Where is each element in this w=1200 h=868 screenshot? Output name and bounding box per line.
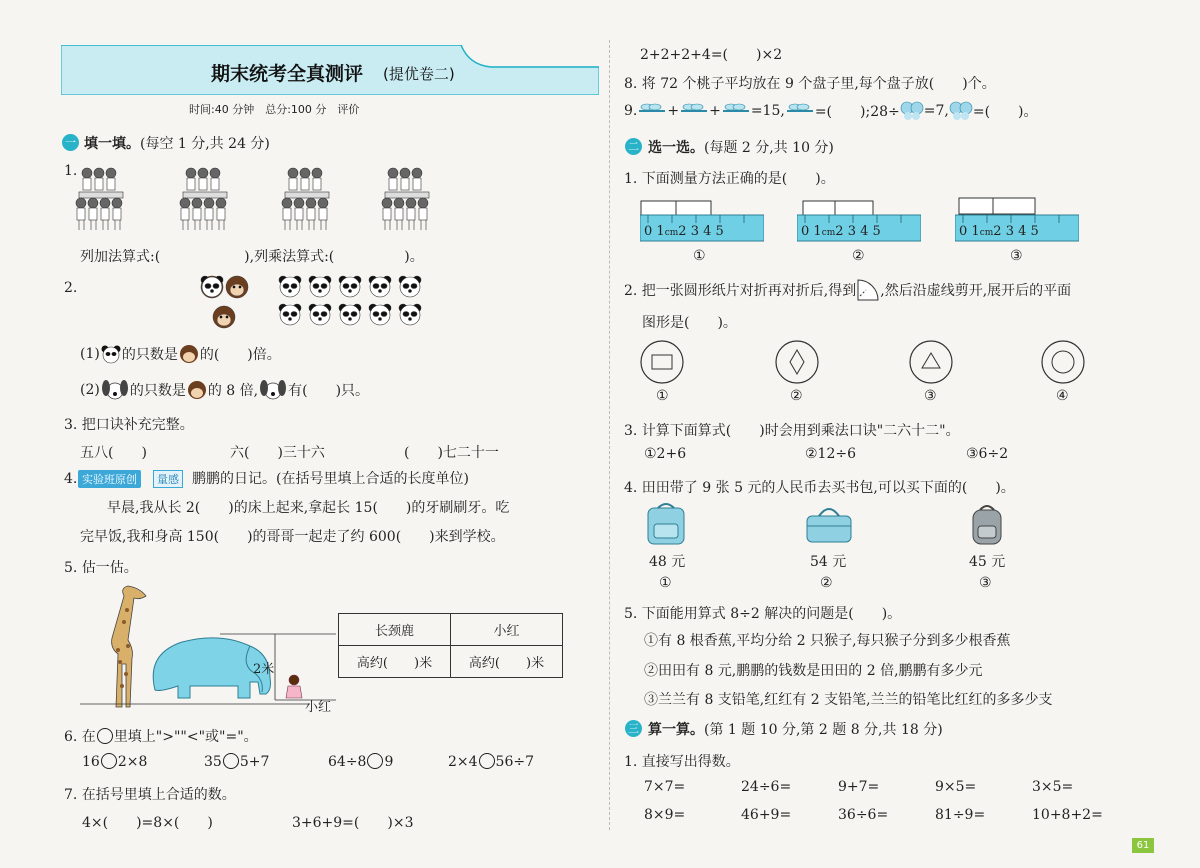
option-3[interactable]: ③ [979, 575, 992, 591]
q9-line: 9. + + =15, =( );28÷ =7, =( )。 [624, 100, 1038, 122]
option-1[interactable]: ①2+6 [644, 446, 687, 462]
compare-circle-input[interactable] [223, 753, 239, 769]
shape-option-3 [910, 341, 952, 383]
dog-icon [258, 378, 288, 402]
calc-item: 9+7= [838, 779, 880, 795]
tick: 2 [678, 224, 687, 239]
circle-shape-options [640, 340, 1140, 386]
calc-item: 36÷6= [838, 807, 889, 823]
section-badge: 二 [625, 138, 642, 155]
q6-item-4 [448, 753, 534, 770]
q6-item-1 [82, 753, 147, 770]
tick: 0 [801, 224, 810, 239]
option-3[interactable]: ③6÷2 [966, 446, 1009, 462]
table-input-cell[interactable]: 高约( )米 [451, 646, 563, 678]
exam-header [61, 45, 599, 121]
xiaohong-girl [286, 675, 302, 698]
backpack-3-icon [969, 502, 1005, 546]
butterfly-icon [949, 100, 973, 122]
q2-b-post: 有( )只。 [288, 383, 370, 399]
compare-circle-input[interactable] [101, 753, 117, 769]
animals-illustration [200, 275, 450, 331]
q4-line-1: 早晨,我从长 2( )的床上起来,拿起长 15( )的牙刷刷牙。吃 [107, 500, 510, 516]
calc-item: 10+8+2= [1032, 807, 1103, 823]
q6-right: 56÷7 [495, 754, 534, 770]
tick: 2 [993, 224, 1002, 239]
s2-q4-text: 4. 田田带了 9 张 5 元的人民币去买书包,可以买下面的( )。 [624, 480, 1015, 496]
q2-a-post: 的( )倍。 [199, 347, 281, 363]
q6-pre: 6. 在 [64, 729, 96, 745]
option-1[interactable]: ① [693, 248, 706, 264]
tick: 0 [959, 224, 968, 239]
xiaohong-label: 小红 [305, 700, 332, 715]
tick-unit: cm [821, 228, 836, 238]
q1-number: 1. [64, 163, 78, 179]
compare-circle-icon [97, 728, 113, 744]
section-2-heading [648, 137, 834, 157]
tick: 3 [847, 224, 856, 239]
option-1[interactable]: ① [659, 575, 672, 591]
option-2[interactable]: ② [820, 575, 833, 591]
price-1: 48 元 [649, 554, 686, 570]
calc-item: 46+9= [741, 807, 792, 823]
q7-item-2: 3+6+9=( )×3 [292, 815, 414, 831]
bag-2-icon [805, 504, 853, 544]
option-3[interactable]: ③ [924, 388, 937, 404]
children-group [76, 168, 123, 230]
s3-q1-text: 1. 直接写出得数。 [624, 754, 740, 770]
q6-post: 里填上">""<"或"="。 [113, 729, 258, 745]
section-note: (每空 1 分,共 24 分) [140, 136, 270, 152]
q1-text: 列加法算式:( ),列乘法算式:( )。 [80, 249, 424, 265]
q7-continued: 2+2+2+4=( )×2 [640, 47, 783, 63]
table-cell: 长颈鹿 [339, 614, 451, 646]
s2-q2-pre: 2. 把一张圆形纸片对折再对折后,得到 [624, 283, 857, 299]
tick-unit: cm [979, 228, 994, 238]
q2-a-label: (1) [80, 346, 100, 362]
q6-title [64, 726, 258, 746]
page-fold [609, 40, 610, 830]
tick: 5 [715, 224, 724, 239]
q9-eq2: =( );28÷ [814, 104, 900, 120]
q2-b-label: (2) [80, 382, 100, 398]
q5-title: 5. 估一估。 [64, 560, 138, 576]
q4-line-2: 完早饭,我和身高 150( )的哥哥一起走了约 600( )来到学校。 [80, 529, 505, 545]
shape-option-1 [641, 341, 683, 383]
q9-number: 9. [624, 103, 638, 119]
s2-q2-post: ,然后沿虚线剪开,展开后的平面 [880, 283, 1072, 299]
q5-table [338, 613, 563, 678]
giraffe-elephant-illustration [80, 582, 336, 712]
shape-option-2 [776, 341, 818, 383]
q9-eq4: =( )。 [972, 104, 1038, 120]
q3-title: 3. 把口诀补充完整。 [64, 417, 194, 433]
q7-item-1: 4×( )=8×( ) [82, 815, 213, 831]
tick: 0 [644, 224, 653, 239]
q2-b-mid: 的只数是 [129, 383, 186, 399]
children-groups-illustration [75, 165, 455, 233]
q2-b [80, 378, 369, 402]
calc-item: 3×5= [1032, 779, 1074, 795]
s2-q2-line2: 图形是( )。 [642, 315, 737, 331]
ruler-1-labels [644, 224, 724, 239]
section-1-heading [84, 133, 270, 153]
q7-title: 7. 在括号里填上合适的数。 [64, 787, 236, 803]
tick-unit: cm [664, 228, 679, 238]
q4-text: 鹏鹏的日记。(在括号里填上合适的长度单位) [192, 471, 469, 487]
tick: 3 [1005, 224, 1014, 239]
price-2: 54 元 [810, 554, 847, 570]
q6-left: 35 [204, 754, 222, 770]
dragonfly-icon [637, 102, 667, 120]
q3-item-2: 六( )三十六 [230, 445, 325, 461]
s2-q1-text: 1. 下面测量方法正确的是( )。 [624, 171, 835, 187]
exam-info: 时间:40 分钟 总分:100 分 评价 [189, 103, 360, 116]
option-4[interactable]: ④ [1056, 388, 1069, 404]
panda-icon [100, 344, 122, 364]
section-badge: 一 [62, 134, 79, 151]
folded-paper-icon [856, 278, 880, 302]
option-2[interactable]: ②田田有 8 元,鹏鹏的钱数是田田的 2 倍,鹏鹏有多少元 [644, 663, 983, 679]
q2-number: 2. [64, 280, 78, 296]
dragonfly-icon [785, 102, 815, 120]
monkey-icon [178, 344, 200, 364]
q2-a [80, 344, 281, 364]
q3-item-3: ( )七二十一 [404, 445, 499, 461]
q2-a-mid: 的只数是 [121, 347, 178, 363]
calc-item: 81÷9= [935, 807, 986, 823]
q4-tag2: 量感 [153, 470, 183, 488]
price-3: 45 元 [969, 554, 1006, 570]
butterfly-icon [900, 100, 924, 122]
section-badge: 三 [625, 720, 642, 737]
q8-text: 8. 将 72 个桃子平均放在 9 个盘子里,每个盘子放( )个。 [624, 76, 996, 92]
table-input-cell[interactable]: 高约( )米 [339, 646, 451, 678]
section-title: 选一选。 [648, 140, 704, 156]
section-note: (每题 2 分,共 10 分) [704, 140, 834, 156]
option-2[interactable]: ② [852, 248, 865, 264]
compare-circle-input[interactable] [479, 753, 495, 769]
q4-number: 4. [64, 471, 78, 487]
option-1[interactable]: ① [656, 388, 669, 404]
option-1[interactable]: ①有 8 根香蕉,平均分给 2 只猴子,每只猴子分到多少根香蕉 [644, 633, 1011, 649]
ruler-3-labels [959, 224, 1039, 239]
height-2m-label: 2米 [253, 662, 275, 677]
tick: 5 [872, 224, 881, 239]
tick: 4 [860, 224, 869, 239]
s2-q2-line1 [624, 278, 1071, 302]
q9-eq3: =7, [923, 103, 949, 119]
q6-item-2 [204, 753, 269, 770]
table-cell: 小红 [451, 614, 563, 646]
section-title: 算一算。 [648, 722, 704, 738]
ruler-2-labels [801, 224, 881, 239]
calc-item: 24÷6= [741, 779, 792, 795]
q6-left: 64÷8 [328, 754, 367, 770]
q2-b-mid2: 的 8 倍, [207, 383, 259, 399]
q6-right: 5+7 [239, 754, 270, 770]
q6-right: 9 [384, 754, 394, 770]
q3-item-1: 五八( ) [80, 445, 147, 461]
q6-left: 2×4 [448, 754, 478, 770]
tick: 1 [656, 224, 665, 239]
option-2[interactable]: ② [790, 388, 803, 404]
s2-q5-text: 5. 下面能用算式 8÷2 解决的问题是( )。 [624, 606, 902, 622]
page-number: 61 [1132, 838, 1154, 853]
q6-left: 16 [82, 754, 100, 770]
option-2[interactable]: ②12÷6 [805, 446, 857, 462]
backpack-1-icon [644, 502, 690, 546]
calc-item: 9×5= [935, 779, 977, 795]
calc-item: 7×7= [644, 779, 686, 795]
tick: 4 [1018, 224, 1027, 239]
s2-q3-text: 3. 计算下面算式( )时会用到乘法口诀"二六十二"。 [624, 423, 960, 439]
section-note: (第 1 题 10 分,第 2 题 8 分,共 18 分) [704, 722, 943, 738]
tick: 3 [690, 224, 699, 239]
dragonfly-icon [679, 102, 709, 120]
calc-item: 8×9= [644, 807, 686, 823]
q6-item-3 [328, 753, 393, 770]
page-title: 期末统考全真测评 [211, 63, 364, 85]
dog-icon [100, 378, 130, 402]
tick: 5 [1030, 224, 1039, 239]
tick: 2 [835, 224, 844, 239]
q6-right: 2×8 [117, 754, 148, 770]
option-3[interactable]: ③兰兰有 8 支铅笔,红红有 2 支铅笔,兰兰的铅笔比红红的多多少支 [644, 692, 1053, 708]
section-title: 填一填。 [84, 136, 140, 152]
option-3[interactable]: ③ [1010, 248, 1023, 264]
q9-eq1: =15, [750, 103, 785, 119]
compare-circle-input[interactable] [367, 753, 383, 769]
page-subtitle: (提优卷二) [383, 65, 455, 83]
monkey-icon [186, 380, 208, 400]
dragonfly-icon [721, 102, 751, 120]
q4-tag: 实验班原创 [78, 470, 141, 488]
tick: 4 [703, 224, 712, 239]
section-3-heading [648, 719, 943, 739]
shape-option-4 [1042, 341, 1084, 383]
tick: 1 [813, 224, 822, 239]
tick: 1 [971, 224, 980, 239]
